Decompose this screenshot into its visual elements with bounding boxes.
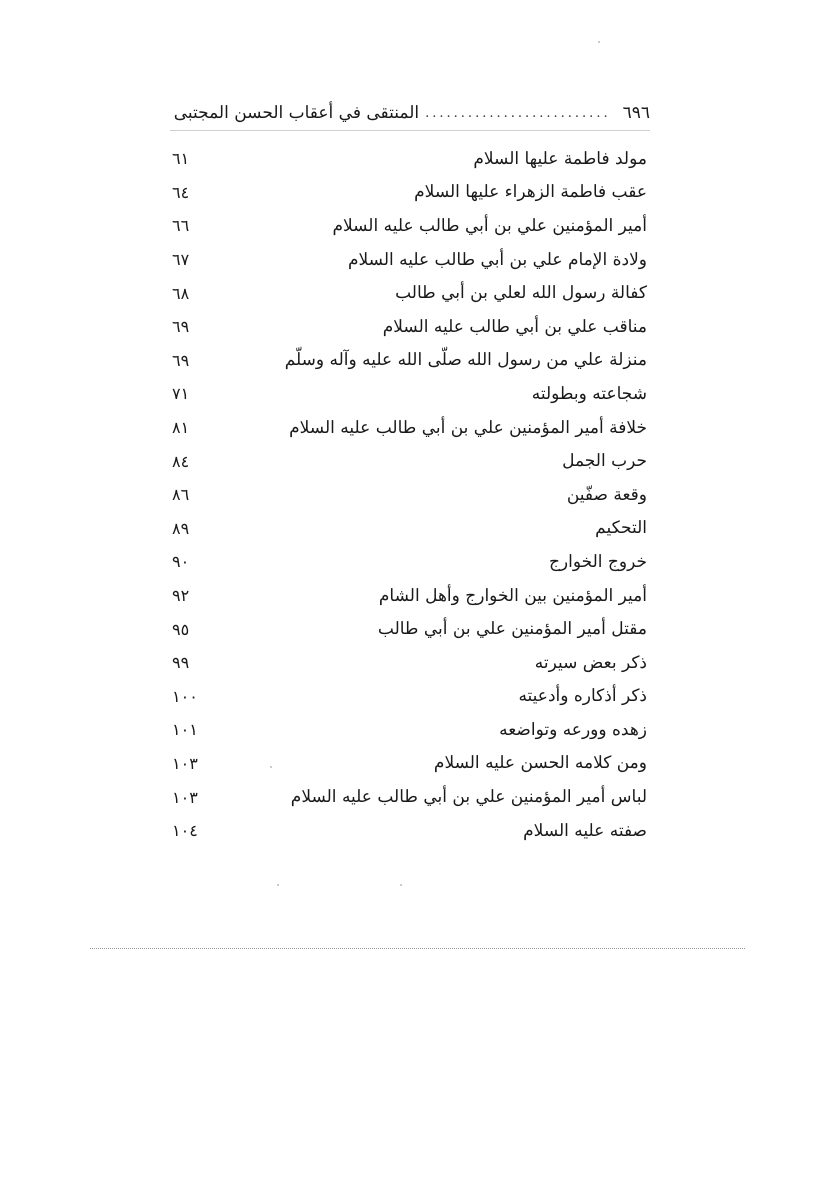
- toc-entry-page: ٨٤: [172, 451, 190, 471]
- toc-entry-page: ٩٩: [172, 653, 190, 673]
- footer-divider: [90, 948, 745, 949]
- toc-entry-title: مناقب علي بن أبي طالب عليه السلام: [382, 316, 647, 337]
- toc-entry-page: ٨٩: [172, 518, 190, 538]
- toc-entry: [172, 344, 647, 378]
- toc-entry-page: ٨٦: [172, 485, 190, 505]
- toc-entry-page: ٦٩: [172, 317, 190, 337]
- toc-entry-title: مولد فاطمة عليها السلام: [473, 148, 647, 169]
- toc-entry-title: مقتل أمير المؤمنين علي بن أبي طالب: [377, 619, 647, 640]
- toc-entry-page: ١٠٤: [172, 821, 198, 841]
- toc-entry-page: ١٠١: [172, 720, 198, 740]
- toc-entry-page: ٦١: [172, 149, 190, 169]
- toc-entry: [172, 243, 647, 277]
- toc-entry: [172, 276, 647, 310]
- toc-entry-page: ٦٩: [172, 350, 190, 370]
- toc-entry: [172, 377, 647, 411]
- toc-entry-title: ومن كلامه الحسن عليه السلام: [433, 753, 647, 774]
- toc-entry-page: ٩٠: [172, 552, 190, 572]
- toc-entry-title: حرب الجمل: [562, 451, 647, 472]
- page-number: ٦٩٦: [622, 103, 650, 123]
- toc-entry: [172, 142, 647, 176]
- header-divider: [170, 130, 650, 131]
- toc-entry-title: زهده وورعه وتواضعه: [499, 719, 647, 740]
- toc-entry-title: خلافة أمير المؤمنين علي بن أبي طالب عليه السلام: [289, 417, 647, 438]
- toc-entry: [172, 780, 647, 814]
- scan-speck: [400, 884, 402, 886]
- toc-entry-page: ٦٨: [172, 283, 190, 303]
- toc-entry: [172, 310, 647, 344]
- toc-entry-title: التحكيم: [595, 518, 647, 539]
- toc-entry: [172, 209, 647, 243]
- toc-entry-title: عقب فاطمة الزهراء عليها السلام: [414, 182, 647, 203]
- toc-entry-page: ٩٥: [172, 619, 190, 639]
- toc-entry-page: ١٠٣: [172, 787, 198, 807]
- toc-entry-title: منزلة علي من رسول الله صلّى الله عليه وآله وسلّم: [284, 350, 647, 371]
- toc-entry: [172, 747, 647, 781]
- toc-entry-page: ٧١: [172, 384, 190, 404]
- table-of-contents: [172, 142, 647, 847]
- running-header: [170, 98, 650, 128]
- toc-entry-title: أمير المؤمنين بين الخوارج وأهل الشام: [378, 585, 647, 606]
- scan-speck: [270, 766, 272, 768]
- toc-entry: [172, 646, 647, 680]
- toc-entry: [172, 176, 647, 210]
- toc-entry: [172, 814, 647, 848]
- leader-dots: ..........................: [425, 105, 611, 121]
- scan-speck: [598, 41, 600, 43]
- toc-entry-title: صفته عليه السلام: [523, 820, 647, 841]
- toc-entry-page: ١٠٣: [172, 753, 198, 773]
- toc-entry-title: خروج الخوارج: [548, 551, 647, 572]
- toc-entry: [172, 545, 647, 579]
- book-title: المنتقى في أعقاب الحسن المجتبى: [173, 103, 420, 123]
- toc-entry-title: لباس أمير المؤمنين علي بن أبي طالب عليه السلام: [290, 787, 647, 808]
- toc-entry: [172, 680, 647, 714]
- toc-entry-title: شجاعته وبطولته: [531, 383, 647, 404]
- toc-entry: [172, 579, 647, 613]
- toc-entry-title: ذكر أذكاره وأدعيته: [518, 686, 647, 707]
- toc-entry: [172, 512, 647, 546]
- toc-entry: [172, 444, 647, 478]
- toc-entry-page: ١٠٠: [172, 686, 198, 706]
- toc-entry-title: ولادة الإمام علي بن أبي طالب عليه السلام: [347, 249, 647, 270]
- toc-entry-page: ٦٤: [172, 182, 190, 202]
- toc-entry: [172, 411, 647, 445]
- toc-entry: [172, 612, 647, 646]
- toc-entry: [172, 713, 647, 747]
- toc-entry-title: ذكر بعض سيرته: [534, 652, 647, 673]
- toc-entry-title: وقعة صفّين: [566, 484, 647, 505]
- toc-entry-page: ٩٢: [172, 586, 190, 606]
- toc-entry-page: ٨١: [172, 418, 190, 438]
- toc-entry-title: كفالة رسول الله لعلي بن أبي طالب: [395, 283, 647, 304]
- toc-entry-page: ٦٦: [172, 216, 190, 236]
- toc-entry-page: ٦٧: [172, 250, 190, 270]
- toc-entry: [172, 478, 647, 512]
- scan-speck: [277, 884, 279, 886]
- toc-entry-title: أمير المؤمنين علي بن أبي طالب عليه السلام: [332, 215, 647, 236]
